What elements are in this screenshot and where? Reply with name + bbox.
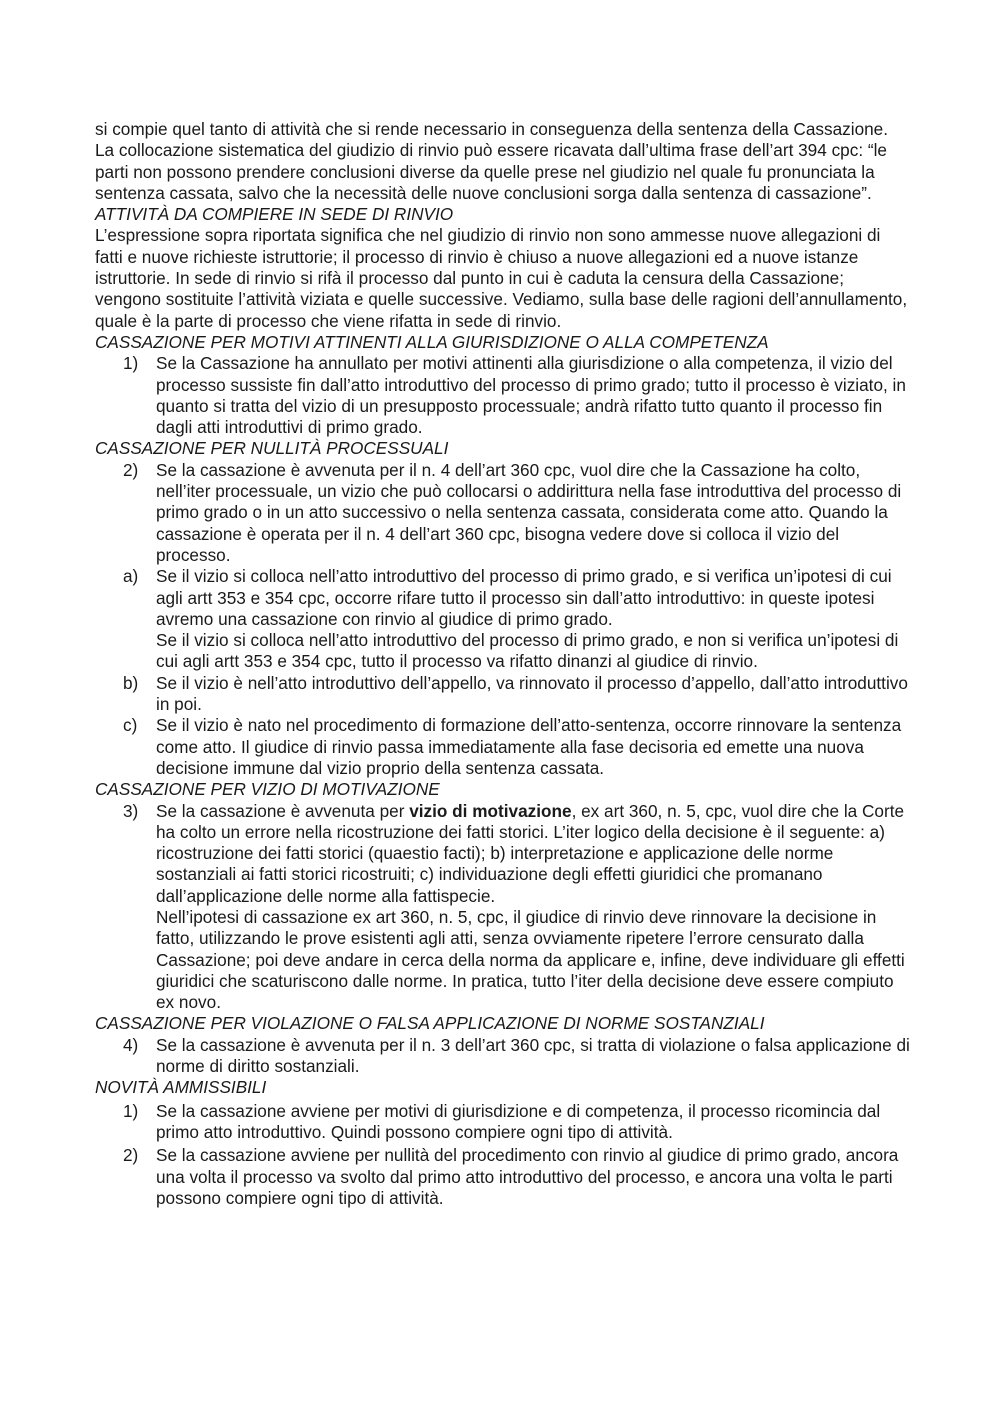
list-item-marker: 1) bbox=[123, 1100, 139, 1121]
list-item-marker: 2) bbox=[123, 1145, 139, 1166]
list-item-text: Se la cassazione è avvenuta per il n. 4 dell’art 360 cpc, vuol dire che la Cassazione ha colto, nell’iter processuale, un vizio che può collocarsi o addirittura nella fase introduttiva del processo di primo grado o in un atto successivo o nella sentenza cassata, considerata come atto. Quando la cassazione è operata per il n. 4 dell’art 360 cpc, bisogna vedere dove si colloca il vizio del processo. bbox=[156, 459, 902, 565]
list-item bbox=[95, 460, 911, 566]
section-heading: CASSAZIONE PER MOTIVI ATTINENTI ALLA GIURISDIZIONE O ALLA COMPETENZA bbox=[95, 331, 769, 352]
list-item-marker: 1) bbox=[123, 353, 139, 374]
list-item-text: Se la cassazione è avvenuta per il n. 3 dell’art 360 cpc, si tratta di violazione o falsa applicazione di norme di diritto sostanziali. bbox=[156, 1034, 910, 1077]
list-item-text: Se la cassazione avviene per motivi di giurisdizione e di competenza, il processo ricomincia dal primo atto introduttivo. Quindi possono compiere ogni tipo di attività. bbox=[156, 1100, 881, 1142]
list-item bbox=[95, 1035, 911, 1078]
section-heading: CASSAZIONE PER NULLITÀ PROCESSUALI bbox=[95, 438, 449, 459]
list-item-text: Se il vizio si colloca nell’atto introduttivo del processo di primo grado, e si verifica un’ipotesi di cui agli artt 353 e 354 cpc, occorre rifare tutto il processo sin dall’atto introduttivo: in queste ipotesi avremo una cassazione con rinvio al giudice di primo grado. bbox=[156, 566, 892, 629]
section-heading: NOVITÀ AMMISSIBILI bbox=[95, 1077, 267, 1098]
paragraph: si compie quel tanto di attività che si rende necessario in conseguenza della sentenza della Cassazione. bbox=[95, 119, 889, 139]
list-item bbox=[95, 673, 911, 716]
paragraph: La collocazione sistematica del giudizio di rinvio può essere ricavata dall’ultima frase dell’art 394 cpc: “le parti non possono prendere conclusioni diverse da quelle prese nel giudizio nel quale fu pronunciata la sentenza cassata, salvo che la necessità delle nuove conclusioni sorga dalla sentenza di cassazione”. bbox=[95, 140, 887, 203]
list-item bbox=[95, 353, 911, 438]
list-item bbox=[95, 715, 911, 779]
list-item-text: Se la cassazione è avvenuta per vizio di motivazione, ex art 360, n. 5, cpc, vuol dire che la Corte ha colto un errore nella ricostruzione dei fatti storici. L’iter logico della decisione è il seguente: a) ricostruzione dei fatti storici (quaestio facti); b) interpretazione e applicazione delle norme sostanziali ai fatti storici ricostruiti; c) individuazione degli effetti giuridici che promanano dall’applicazione delle norme alla fattispecie. bbox=[156, 800, 905, 906]
list-item-marker: a) bbox=[123, 566, 139, 587]
list-item-text: Se il vizio si colloca nell’atto introduttivo del processo di primo grado, e non si verifica un’ipotesi di cui agli artt 353 e 354 cpc, tutto il processo va rifatto dinanzi al giudice di rinvio. bbox=[156, 630, 899, 672]
bold-term: vizio di motivazione bbox=[409, 800, 572, 821]
section-heading: CASSAZIONE PER VIZIO DI MOTIVAZIONE bbox=[95, 779, 440, 800]
document-page bbox=[95, 119, 911, 1209]
list-item-text: Nell’ipotesi di cassazione ex art 360, n. 5, cpc, il giudice di rinvio deve rinnovare la decisione in fatto, utilizzando le prove esistenti agli atti, senza ovviamente ripetere l’errore censurato dalla Cassazione; poi deve andare in cerca della norma da applicare e, infine, deve individuare gli effetti giuridici che scaturiscono dalle norme. In pratica, tutto l’iter della decisione deve essere compiuto ex novo. bbox=[156, 906, 905, 1013]
list-item-marker: 3) bbox=[123, 800, 139, 821]
list-item-text: Se il vizio è nato nel procedimento di formazione dell’atto-sentenza, occorre rinnovare la sentenza come atto. Il giudice di rinvio passa immediatamente alla fase decisoria ed emette una nuova decisione immune dal vizio proprio della sentenza cassata. bbox=[156, 715, 902, 778]
list-item-marker: 4) bbox=[123, 1034, 139, 1055]
list-item-text: Se la Cassazione ha annullato per motivi attinenti alla giurisdizione o alla competenza, il vizio del processo sussiste fin dall’atto introduttivo del processo di primo grado; tutto il processo è viziato, in quanto si tratta del vizio di un presupposto processuale; andrà rifatto tutto quanto il processo fin dagli atti introduttivi di primo grado. bbox=[156, 353, 906, 438]
list-item-marker: 2) bbox=[123, 459, 139, 480]
list-item bbox=[95, 1101, 911, 1144]
list-item bbox=[95, 1145, 911, 1209]
list-item-marker: c) bbox=[123, 715, 138, 736]
list-item bbox=[95, 566, 911, 672]
list-item bbox=[95, 801, 911, 1014]
list-item-marker: b) bbox=[123, 672, 139, 693]
section-heading: ATTIVITÀ DA COMPIERE IN SEDE DI RINVIO bbox=[95, 204, 454, 225]
paragraph: L’espressione sopra riportata significa che nel giudizio di rinvio non sono ammesse nuove allegazioni di fatti e nuove richieste istruttorie; il processo di rinvio è chiuso a nuove allegazioni ed a nuove istanze istruttorie. In sede di rinvio si rifà il processo dal punto in cui è caduta la censura della Cassazione; vengono sostituite l’attività viziata e quelle successive. Vediamo, sulla base delle ragioni dell’annullamento, quale è la parte di processo che viene rifatta in sede di rinvio. bbox=[95, 225, 908, 331]
list-item-text: Se la cassazione avviene per nullità del procedimento con rinvio al giudice di primo grado, ancora una volta il processo va svolto dal primo atto introduttivo del processo, e ancora una volta le parti possono compiere ogni tipo di attività. bbox=[156, 1145, 899, 1208]
section-heading: CASSAZIONE PER VIOLAZIONE O FALSA APPLICAZIONE DI NORME SOSTANZIALI bbox=[95, 1013, 765, 1034]
list-item-text: Se il vizio è nell’atto introduttivo dell’appello, va rinnovato il processo d’appello, dall’atto introduttivo in poi. bbox=[156, 672, 908, 715]
